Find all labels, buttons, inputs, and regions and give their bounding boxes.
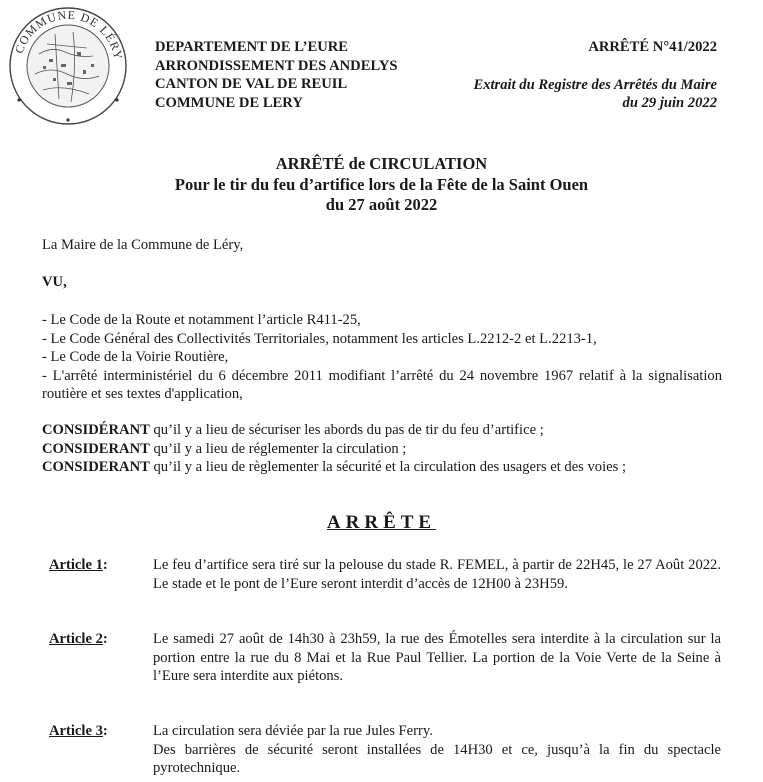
article-label — [49, 722, 108, 741]
article-label-text: Article 3 — [49, 723, 103, 739]
header-commune: COMMUNE DE LERY — [155, 94, 303, 111]
article-label-text: Article 1 — [49, 557, 103, 573]
vu-heading: VU, — [42, 274, 67, 290]
article-label-colon: : — [102, 723, 108, 739]
registry-line-1: Extrait du Registre des Arrêtés du Maire — [473, 76, 717, 93]
intro-line: La Maire de la Commune de Léry, — [42, 237, 244, 253]
header-canton: CANTON DE VAL DE REUIL — [155, 76, 348, 92]
article-2 — [49, 630, 721, 690]
arrete-heading: ARRÊTE — [326, 512, 437, 533]
arrete-reference — [473, 38, 717, 113]
article-label-colon: : — [102, 557, 108, 573]
considerant-keyword: CONSIDÉRANT — [42, 422, 150, 438]
svg-text:COMMUNE DE LÉRY: COMMUNE DE LÉRY — [11, 7, 126, 62]
commune-seal — [7, 4, 128, 125]
vu-item: - Le Code de la Voirie Routière, — [42, 349, 229, 365]
considerants — [42, 421, 722, 477]
registry-line-2: du 29 juin 2022 — [622, 95, 717, 111]
vu-item: - Le Code de la Route et notamment l’article R411-25, — [42, 312, 361, 328]
arrete-number: ARRÊTÉ N°41/2022 — [588, 39, 717, 55]
administrative-header — [155, 38, 398, 112]
article-text: Le feu d’artifice sera tiré sur la pelouse du stade R. FEMEL, à partir de 22H45, le 27 Août 2022. Le stade et le pont de l’Eure seront interdit d’accès de 12H00 à 23H59. — [153, 557, 721, 592]
title-line-3: du 27 août 2022 — [325, 195, 438, 214]
considerant-text: qu’il y a lieu de règlementer la sécurité et la circulation des usagers et des voies ; — [149, 459, 627, 475]
considerant-line — [42, 458, 722, 477]
article-label-colon: : — [102, 631, 108, 647]
header-department: DEPARTEMENT DE L’EURE — [155, 39, 349, 55]
article-label — [49, 556, 108, 575]
article-text-block — [153, 722, 721, 778]
article-label-text: Article 2 — [49, 631, 103, 647]
considerant-keyword: CONSIDERANT — [42, 440, 150, 457]
considerant-text: qu’il y a lieu de réglementer la circulation ; — [149, 440, 407, 457]
article-3 — [49, 722, 721, 782]
vu-item: - L'arrêté interministériel du 6 décembre 2011 modifiant l’arrêté du 24 novembre 1967 relatif à la signalisation routière et ses textes d'application, — [42, 367, 722, 402]
vu-list — [42, 311, 722, 404]
title-line-2: Pour le tir du feu d’artifice lors de la Fête de la Saint Ouen — [174, 174, 589, 194]
considerant-keyword: CONSIDERANT — [42, 459, 150, 475]
article-text-continued: Des barrières de sécurité seront installées de 14H30 et ce, jusqu’à la fin du spectacle pyrotechnique. — [153, 741, 721, 776]
considerant-text: qu’il y a lieu de sécuriser les abords du pas de tir du feu d’artifice ; — [149, 422, 544, 438]
article-text: La circulation sera déviée par la rue Jules Ferry. — [153, 723, 433, 739]
header-arrondissement: ARRONDISSEMENT DES ANDELYS — [155, 57, 398, 74]
title-line-1: ARRÊTÉ de CIRCULATION — [275, 154, 488, 173]
considerant-line — [42, 440, 722, 459]
article-label — [49, 630, 108, 649]
article-1 — [49, 556, 721, 596]
considerant-line — [42, 421, 722, 440]
article-text: Le samedi 27 août de 14h30 à 23h59, la rue des Émotelles sera interdite à la circulation sur la portion entre la rue du 8 Mai et la Rue Paul Tellier. La portion de la Voie Verte de la Seine à l’Eure sera interdite aux piétons. — [153, 631, 721, 684]
vu-item: - Le Code Général des Collectivités Territoriales, notamment les articles L.2212-2 et L.2213-1, — [42, 330, 597, 347]
document-title — [0, 154, 763, 216]
